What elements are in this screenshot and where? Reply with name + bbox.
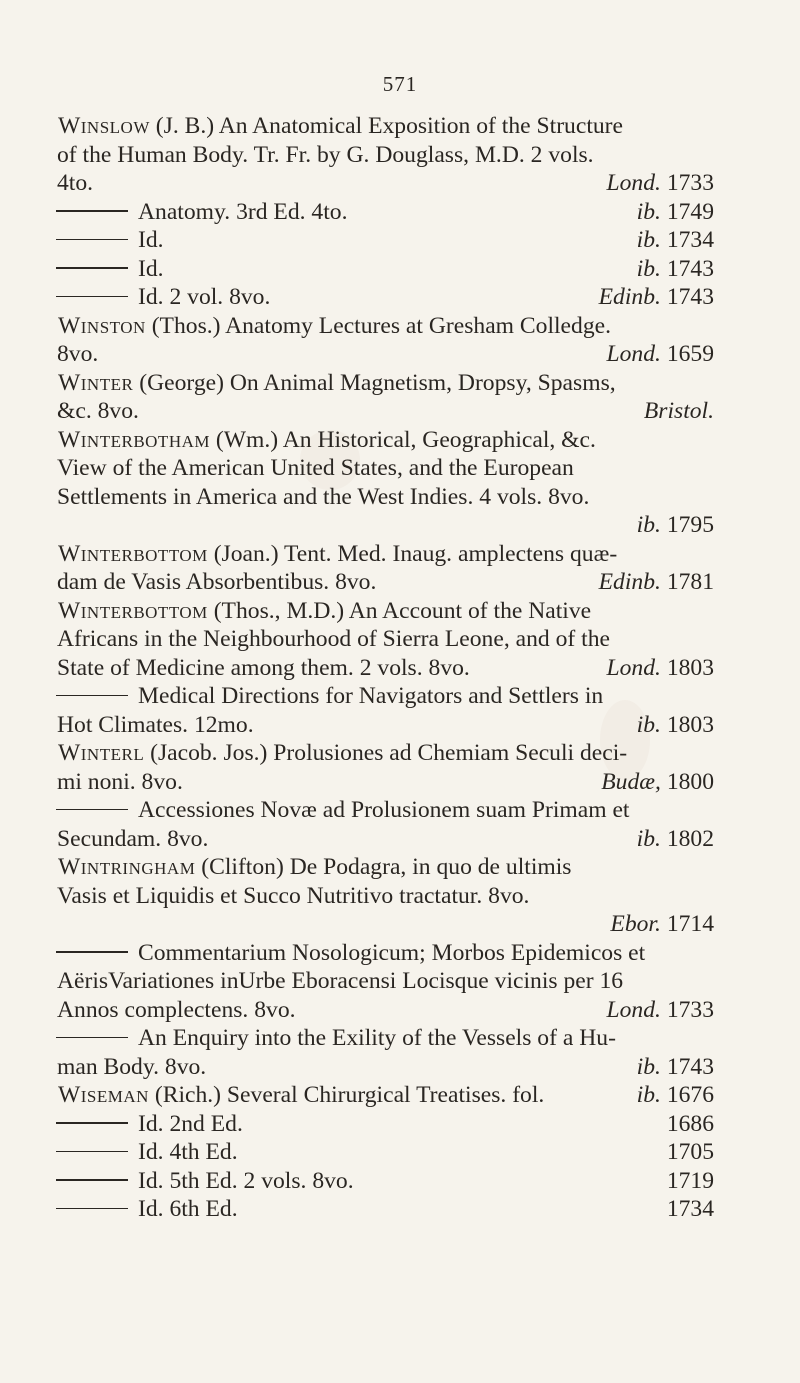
imprint-year: 1743 <box>666 284 714 310</box>
imprint-place: Lond. <box>606 996 661 1023</box>
imprint <box>637 1081 714 1110</box>
bibliography-entry <box>0 312 800 369</box>
imprint-year: 1795 <box>666 512 714 538</box>
entry-text: Vasis et Liquidis et Succo Nutritivo tractatur. 8vo. <box>57 882 530 909</box>
imprint-year: 1719 <box>666 1167 714 1194</box>
bibliography-subentry <box>0 255 800 284</box>
entry-text: of the Human Body. Tr. Fr. by G. Douglass, M.D. 2 vols. <box>57 141 594 168</box>
entry-text: (Thos., M.D.) An Account of the Native <box>213 597 592 624</box>
author-name: Winterbottom <box>58 540 208 567</box>
bibliography-subentry <box>0 682 800 739</box>
author-name: Winterl <box>58 740 145 766</box>
imprint-year: 1686 <box>666 1110 714 1137</box>
bibliography-entry <box>0 597 800 683</box>
entry-text: Id. 2nd Ed. <box>138 1110 243 1137</box>
entry-text: Accessiones Novæ ad Prolusionem suam Primam et <box>138 797 630 823</box>
entry-text: 8vo. <box>57 341 99 367</box>
imprint-place: ib. <box>636 1082 661 1108</box>
ditto-rule <box>56 809 128 810</box>
imprint <box>637 255 714 284</box>
ditto-rule <box>56 210 128 211</box>
bibliography-entry <box>0 540 800 597</box>
imprint-year: 1802 <box>666 825 714 852</box>
entry-text: (Clifton) De Podagra, in quo de ultimis <box>201 854 572 880</box>
imprint-place: ib. <box>636 255 661 282</box>
entry-line <box>0 112 800 141</box>
bibliography-subentry <box>0 1138 800 1167</box>
entry-line <box>0 768 800 797</box>
imprint <box>601 768 714 797</box>
imprint-year: 1734 <box>666 1196 714 1222</box>
entry-text: mi noni. 8vo. <box>57 768 183 795</box>
imprint <box>667 1167 714 1196</box>
entry-text: An Enquiry into the Exility of the Vessels of a Hu- <box>138 1025 616 1051</box>
author-name: Winslow <box>58 113 150 139</box>
entry-line <box>0 369 800 398</box>
imprint-place: ib. <box>636 227 661 253</box>
entry-text: (Rich.) Several Chirurgical Treatises. fol. <box>154 1082 545 1108</box>
entry-line <box>0 882 800 911</box>
ditto-rule <box>56 1208 128 1209</box>
ditto-rule <box>56 239 128 240</box>
entry-text: Hot Climates. 12mo. <box>57 711 254 738</box>
imprint <box>606 169 714 198</box>
entry-line <box>0 1081 800 1110</box>
entry-line <box>0 312 800 341</box>
entry-line <box>0 682 800 711</box>
entry-text: Secundam. 8vo. <box>57 825 209 852</box>
entry-text: Id. 5th Ed. 2 vols. 8vo. <box>138 1167 354 1194</box>
entry-text: &c. 8vo. <box>57 398 139 424</box>
imprint-year: 1676 <box>666 1082 714 1108</box>
entry-line <box>0 283 800 312</box>
bibliography-subentry <box>0 1167 800 1196</box>
imprint-year: 1803 <box>666 654 714 681</box>
entry-line <box>0 226 800 255</box>
entry-line <box>0 340 800 369</box>
entry-text: Annos complectens. 8vo. <box>57 996 296 1023</box>
entry-line <box>0 996 800 1025</box>
entry-text: (Wm.) An Historical, Geographical, &c. <box>215 426 596 453</box>
entry-text: Medical Directions for Navigators and Settlers in <box>138 683 604 709</box>
ditto-rule <box>56 1122 128 1123</box>
imprint <box>606 996 714 1025</box>
imprint-year: 1749 <box>666 198 714 225</box>
entry-line <box>0 711 800 740</box>
author-name: Winterbotham <box>58 426 210 453</box>
entry-text: Commentarium Nosologicum; Morbos Epidemicos et <box>138 939 646 966</box>
imprint-year: 1705 <box>666 1139 714 1165</box>
entry-text: Id. <box>138 255 164 282</box>
entry-line <box>0 568 800 597</box>
imprint-place: Edinb. <box>598 284 661 310</box>
imprint-year: 1734 <box>666 227 714 253</box>
entry-text: (George) On Animal Magnetism, Dropsy, Spasms, <box>139 369 616 396</box>
imprint <box>599 283 714 312</box>
entry-text: 4to. <box>57 170 94 196</box>
imprint-year: 1714 <box>666 911 714 937</box>
ditto-rule <box>56 951 128 952</box>
entry-line <box>0 939 800 968</box>
imprint-place: ib. <box>636 198 661 225</box>
imprint <box>667 1138 714 1167</box>
imprint <box>637 825 714 854</box>
entry-line <box>0 511 800 540</box>
entry-text: Anatomy. 3rd Ed. 4to. <box>138 198 348 225</box>
entry-text: View of the American United States, and the European <box>57 455 574 481</box>
entry-line <box>0 1195 800 1224</box>
imprint <box>667 1110 714 1139</box>
imprint <box>606 340 714 369</box>
entry-line <box>0 625 800 654</box>
author-name: Wintringham <box>58 854 196 880</box>
entry-text: dam de Vasis Absorbentibus. 8vo. <box>57 569 377 595</box>
author-name: Winston <box>58 312 146 339</box>
entry-text: AërisVariationes inUrbe Eboracensi Locisque vicinis per 16 <box>57 968 624 994</box>
imprint-place: Lond. <box>606 341 661 367</box>
entry-line <box>0 910 800 939</box>
imprint-place: Bristol. <box>643 398 714 424</box>
imprint-place: Lond. <box>606 170 661 196</box>
imprint <box>606 654 714 683</box>
ditto-rule <box>56 695 128 696</box>
entry-text: (Thos.) Anatomy Lectures at Gresham Colledge. <box>151 312 611 339</box>
ditto-rule <box>56 1179 128 1180</box>
imprint <box>637 511 714 540</box>
ditto-rule <box>56 1151 128 1152</box>
entry-line <box>0 169 800 198</box>
bibliography-entry <box>0 112 800 198</box>
entry-line <box>0 967 800 996</box>
imprint <box>599 568 714 597</box>
entry-line <box>0 654 800 683</box>
imprint-year: 1733 <box>666 170 714 196</box>
entry-line <box>0 1138 800 1167</box>
entry-text: man Body. 8vo. <box>57 1053 207 1080</box>
imprint-year: 1659 <box>666 341 714 367</box>
imprint-year: 1781 <box>666 569 714 595</box>
entry-text: Settlements in America and the West Indies. 4 vols. 8vo. <box>57 483 590 510</box>
imprint <box>637 198 714 227</box>
author-name: Winter <box>58 369 134 396</box>
bibliography-list <box>0 112 800 1224</box>
entry-line <box>0 255 800 284</box>
imprint-place: ib. <box>636 711 661 738</box>
bibliography-subentry <box>0 1024 800 1081</box>
entry-line <box>0 1110 800 1139</box>
imprint-place: ib. <box>636 512 661 538</box>
ditto-rule <box>56 267 128 268</box>
ditto-rule <box>56 1037 128 1038</box>
entry-text: Id. 6th Ed. <box>138 1196 238 1222</box>
bibliography-subentry <box>0 226 800 255</box>
bibliography-subentry <box>0 1195 800 1224</box>
entry-line <box>0 198 800 227</box>
imprint-place: Edinb. <box>598 569 661 595</box>
imprint-place: ib. <box>636 1053 661 1080</box>
entry-line <box>0 1167 800 1196</box>
entry-line <box>0 483 800 512</box>
bibliography-subentry <box>0 1110 800 1139</box>
entry-text: State of Medicine among them. 2 vols. 8vo. <box>57 654 470 681</box>
entry-line <box>0 540 800 569</box>
imprint <box>644 397 714 426</box>
page-number: 571 <box>382 72 418 96</box>
entry-line <box>0 825 800 854</box>
bibliography-entry <box>0 739 800 796</box>
entry-line <box>0 597 800 626</box>
imprint-year: 1800 <box>666 768 714 795</box>
imprint-place: ib. <box>636 825 661 852</box>
imprint <box>637 711 714 740</box>
entry-line <box>0 853 800 882</box>
entry-text: Id. 4th Ed. <box>138 1139 238 1165</box>
imprint-place: Lond. <box>606 654 661 681</box>
entry-line <box>0 1024 800 1053</box>
imprint <box>637 226 714 255</box>
imprint-year: 1743 <box>666 1053 714 1080</box>
bibliography-entry <box>0 1081 800 1110</box>
entry-line <box>0 454 800 483</box>
bibliography-entry <box>0 853 800 939</box>
imprint-year: 1803 <box>666 711 714 738</box>
ditto-rule <box>56 296 128 297</box>
imprint <box>610 910 714 939</box>
imprint <box>637 1053 714 1082</box>
imprint-place: Ebor. <box>610 911 661 937</box>
bibliography-entry <box>0 426 800 540</box>
imprint-place: Budæ, <box>601 768 661 795</box>
bibliography-subentry <box>0 198 800 227</box>
bibliography-subentry <box>0 939 800 1025</box>
entry-text: Id. 2 vol. 8vo. <box>138 284 271 310</box>
entry-line <box>0 796 800 825</box>
bibliography-subentry <box>0 796 800 853</box>
entry-text: (J. B.) An Anatomical Exposition of the Structure <box>155 113 624 139</box>
imprint-year: 1743 <box>666 255 714 282</box>
entry-line <box>0 1053 800 1082</box>
entry-line <box>0 397 800 426</box>
entry-line <box>0 426 800 455</box>
entry-line <box>0 141 800 170</box>
imprint <box>667 1195 714 1224</box>
bibliography-subentry <box>0 283 800 312</box>
author-name: Wiseman <box>58 1082 149 1108</box>
entry-text: Id. <box>138 227 164 253</box>
entry-text: (Jacob. Jos.) Prolusiones ad Chemiam Seculi deci- <box>150 740 628 766</box>
entry-text: Africans in the Neighbourhood of Sierra Leone, and of the <box>57 626 610 652</box>
author-name: Winterbottom <box>58 597 208 624</box>
bibliography-entry <box>0 369 800 426</box>
imprint-year: 1733 <box>666 996 714 1023</box>
entry-line <box>0 739 800 768</box>
entry-text: (Joan.) Tent. Med. Inaug. amplectens quæ- <box>213 540 618 567</box>
